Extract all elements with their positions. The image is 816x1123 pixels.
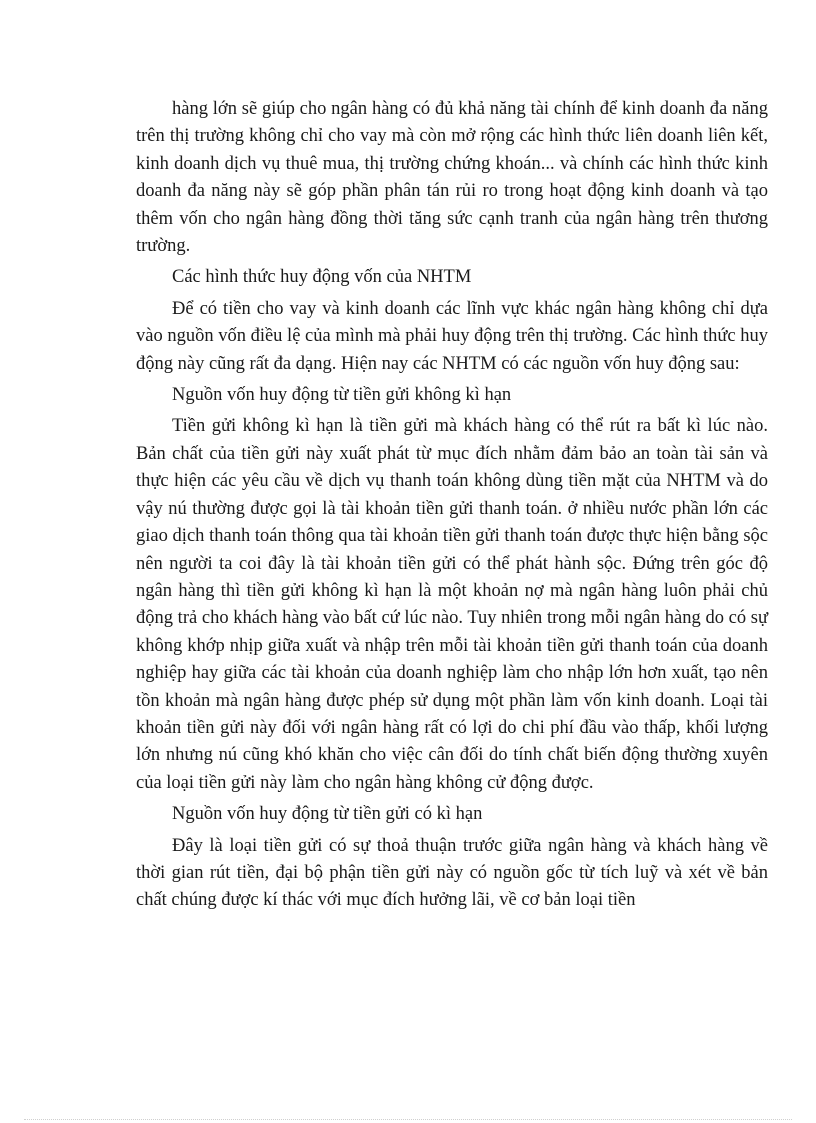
section-heading-forms: Các hình thức huy động vốn của NHTM [172, 267, 472, 288]
paragraph-forms: Để có tiền cho vay và kinh doanh các lĩnh vực khác ngân hàng không chỉ dựa vào nguồn vốn điều lệ của mình mà phải huy động trên thị trường. Các hình thức huy động này cũng rất đa dạng. Hiện nay các NHTM có các nguồn vốn huy động sau: [136, 298, 768, 374]
section-heading-term-deposits: Nguồn vốn huy động từ tiền gửi có kì hạn [172, 804, 483, 825]
paragraph-term-deposits: Đây là loại tiền gửi có sự thoả thuận trước giữa ngân hàng và khách hàng về thời gian rút tiền, đại bộ phận tiền gửi này có nguồn gốc từ tích luỹ và xét về bản chất chúng được kí thác với mục đích hưởng lãi, về cơ bản loại tiền [136, 835, 768, 911]
paragraph-demand-deposits: Tiền gửi không kì hạn là tiền gửi mà khách hàng có thể rút ra bất kì lúc nào. Bản chất của tiền gửi này xuất phát từ mục đích nhằm đảm bảo an toàn tài sản và thực hiện các yêu cầu về dịch vụ thanh toán không dùng tiền mặt của NHTM và do vậy nú thường được gọi là tài khoản tiền gửi thanh toán. ở nhiều nước phần lớn các giao dịch thanh toán thông qua tài khoản tiền gửi thanh toán được thực hiện bằng sộc nên người ta coi đây là tài khoản tiền gửi có thể phát hành sộc. Đứng trên góc độ ngân hàng thì tiền gửi không kì hạn là một khoản nợ mà ngân hàng luôn phải chủ động trả cho khách hàng vào bất cứ lúc nào. Tuy nhiên trong mỗi ngân hàng do có sự không khớp nhịp giữa xuất và nhập trên mỗi tài khoản tiền gửi thanh toán của doanh nghiệp hay giữa các tài khoản của doanh nghiệp làm cho nhập lớn hơn xuất, tạo nên tồn khoản mà ngân hàng được phép sử dụng một phần làm vốn kinh doanh. Loại tài khoản tiền gửi này đối với ngân hàng rất có lợi do chi phí đầu vào thấp, khối lượng lớn nhưng nú cũng khó khăn cho việc cân đối do tính chất biến động thường xuyên của loại tiền gửi này làm cho ngân hàng không cử động được. [136, 416, 768, 793]
section-heading-demand-deposits: Nguồn vốn huy động từ tiền gửi không kì hạn [172, 385, 512, 406]
page-bottom-divider [24, 1119, 792, 1120]
document-page [136, 96, 768, 915]
paragraph-intro: hàng lớn sẽ giúp cho ngân hàng có đủ khả năng tài chính để kinh doanh đa năng trên thị trường không chỉ cho vay mà còn mở rộng các hình thức liên doanh liên kết, kinh doanh dịch vụ thuê mua, thị trường chứng khoán... và chính các hình thức kinh doanh đa năng này sẽ góp phần phân tán rủi ro trong hoạt động kinh doanh và tạo thêm vốn cho ngân hàng đồng thời tăng sức cạnh tranh của ngân hàng trên thương trường. [136, 99, 768, 257]
